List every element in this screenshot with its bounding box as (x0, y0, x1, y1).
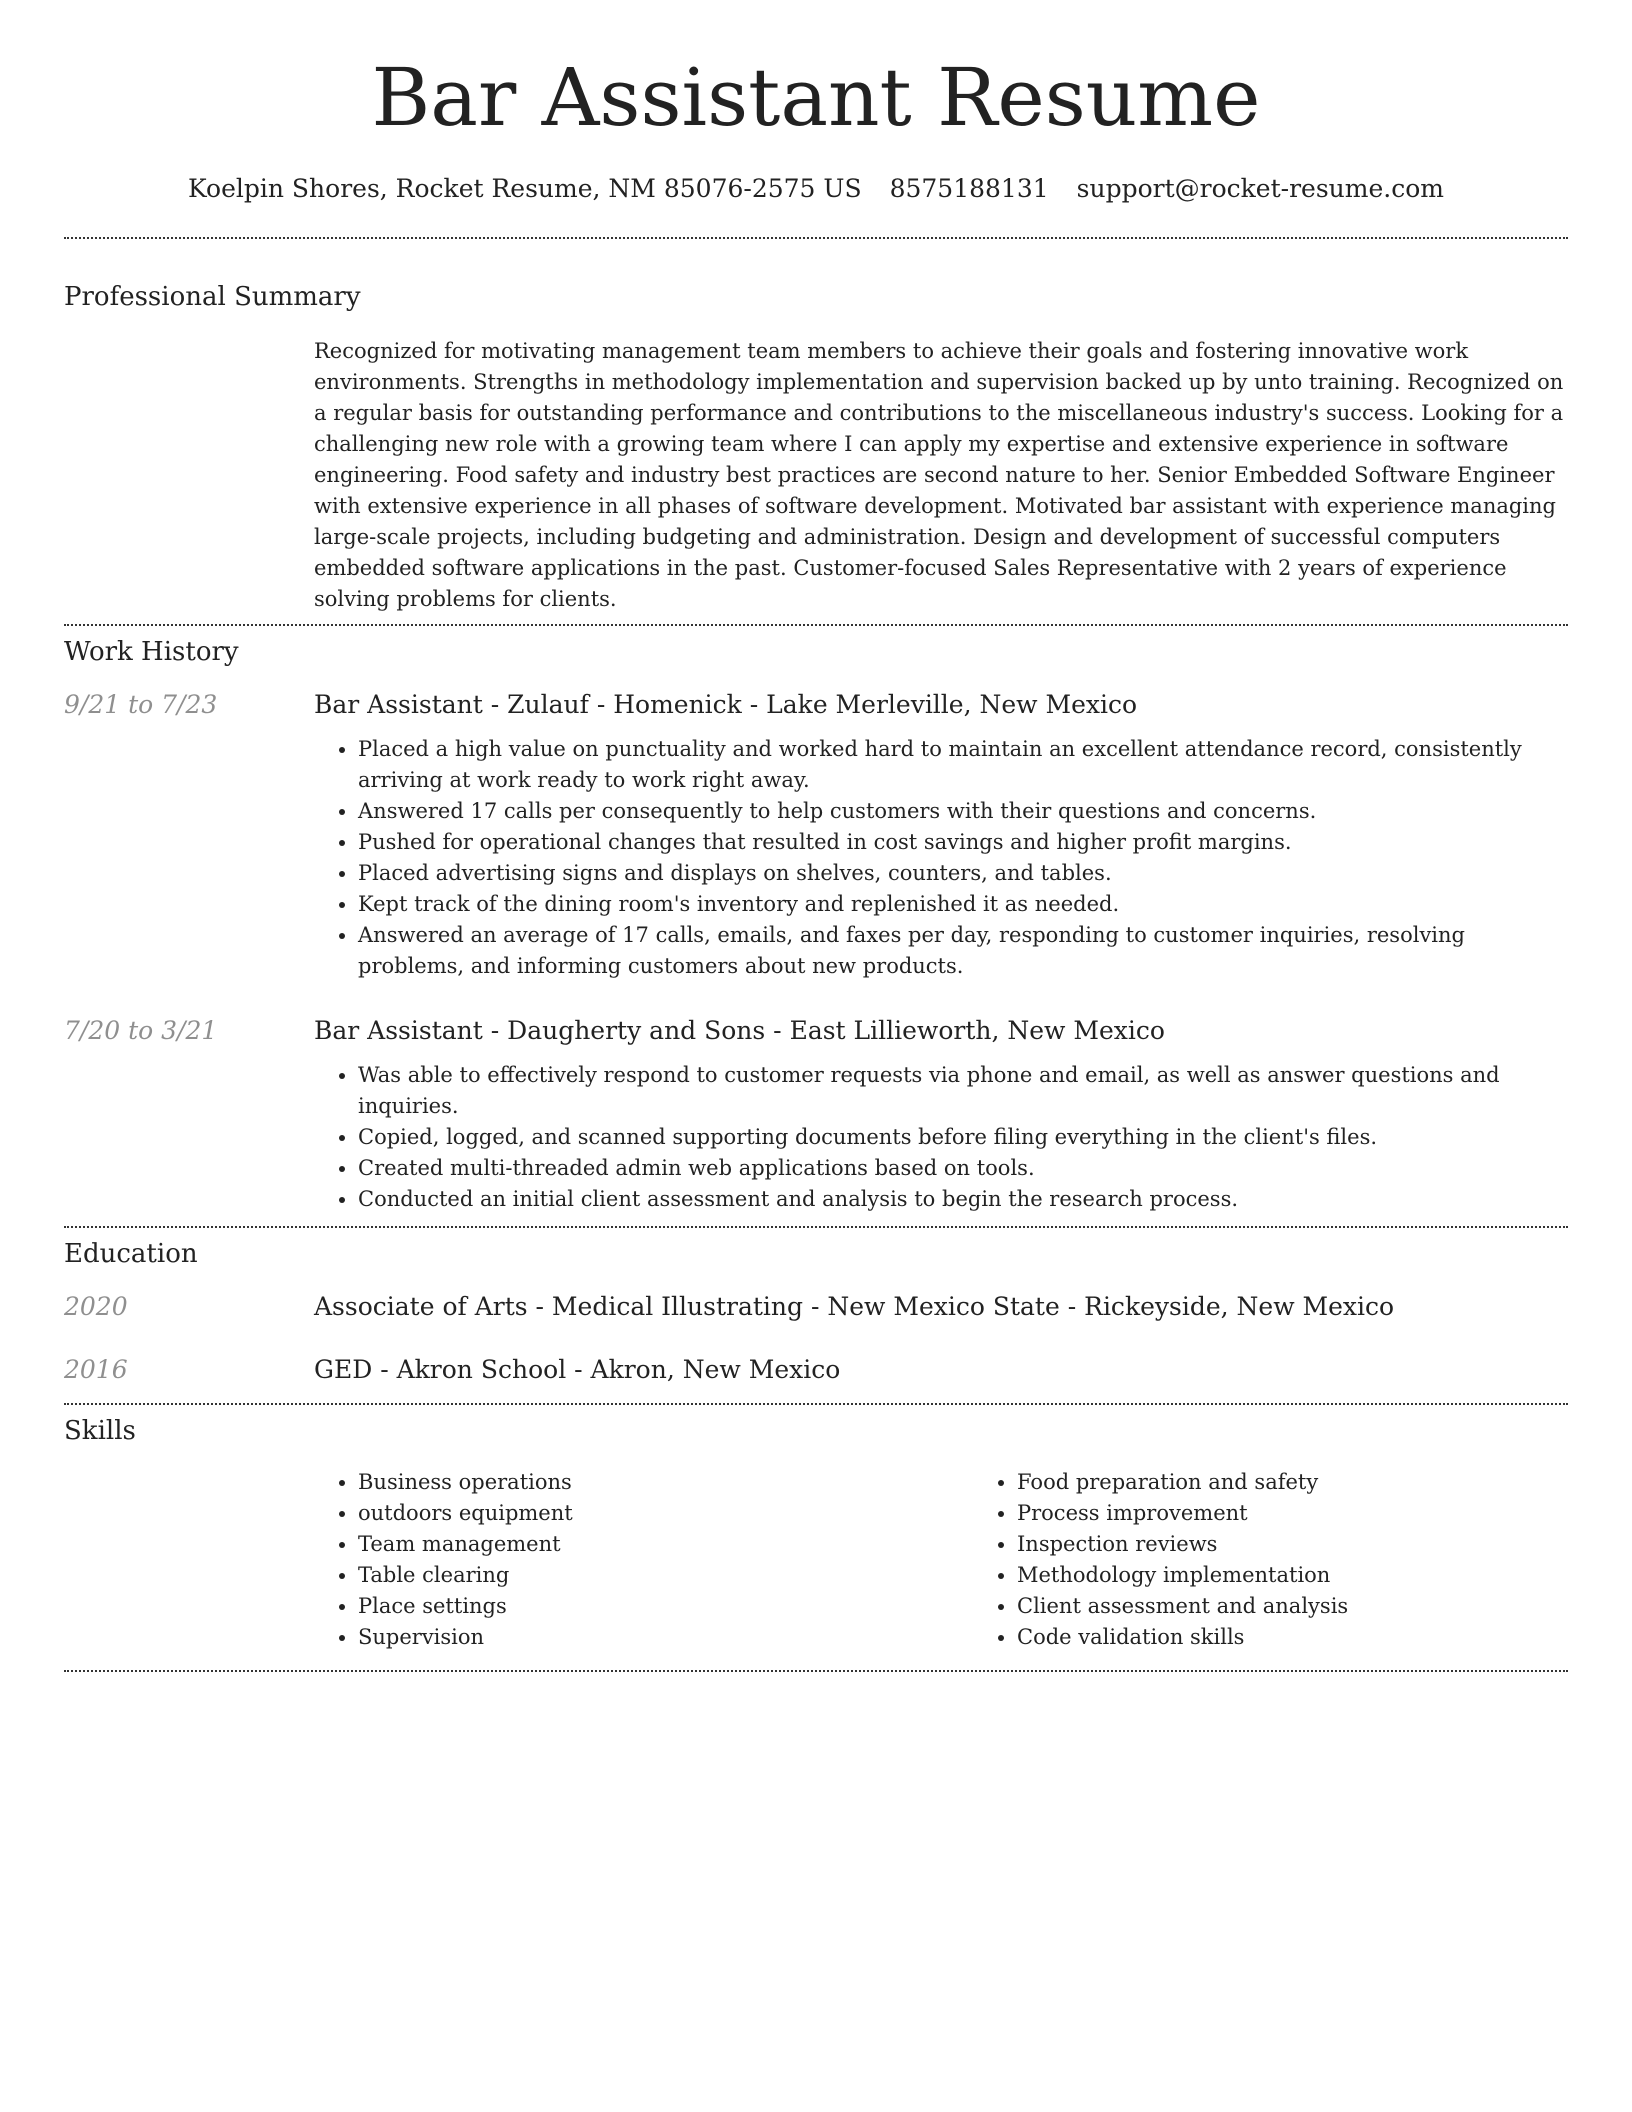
job-bullet: • Was able to effectively respond to customer requests via phone and email, as well as answer questions and inquiries. (358, 1060, 1568, 1122)
skill-item: • Methodology implementation (1017, 1560, 1632, 1591)
job-dates: 9/21 to 7/23 (64, 690, 218, 719)
job-dates: 7/20 to 3/21 (64, 1016, 218, 1045)
skill-item: • Code validation skills (1017, 1622, 1632, 1653)
job-bullet: • Placed a high value on punctuality and worked hard to maintain an excellent attendance record, consistently arriving at work ready to work right away. (358, 734, 1568, 796)
resume-title: Bar Assistant Resume (371, 51, 1261, 144)
skill-item: • Process improvement (1017, 1498, 1632, 1529)
contact-phone: 8575188131 (889, 174, 1049, 203)
skill-item: • Business operations (358, 1467, 973, 1498)
skill-item: • Supervision (358, 1622, 973, 1653)
education-degree: GED - Akron School - Akron, New Mexico (314, 1355, 841, 1384)
resume-page (64, 0, 1568, 1672)
divider (64, 237, 1568, 239)
job-bullet: • Conducted an initial client assessment and analysis to begin the research process. (358, 1184, 1568, 1215)
job-bullet: • Answered an average of 17 calls, emails, and faxes per day, responding to customer inquiries, resolving problems, and informing customers about new products. (358, 920, 1568, 982)
contact-address: Koelpin Shores, Rocket Resume, NM 85076-2575 US (188, 174, 862, 203)
job-entry (64, 690, 1568, 982)
skill-item: • outdoors equipment (358, 1498, 973, 1529)
job-bullets (314, 1060, 1568, 1215)
section-title-work-history: Work History (64, 637, 239, 667)
job-bullet: • Copied, logged, and scanned supporting documents before filing everything in the client's files. (358, 1122, 1568, 1153)
section-title-education: Education (64, 1239, 198, 1269)
section-title-summary: Professional Summary (64, 282, 361, 312)
divider (64, 1403, 1568, 1405)
skills-list-right (973, 1467, 1632, 1653)
contact-email: support@rocket-resume.com (1076, 174, 1444, 203)
divider (64, 1670, 1568, 1672)
job-bullet: • Kept track of the dining room's inventory and replenished it as needed. (358, 889, 1568, 920)
skill-item: • Team management (358, 1529, 973, 1560)
education-degree: Associate of Arts - Medical Illustrating - New Mexico State - Rickeyside, New Mexico (314, 1292, 1395, 1321)
education-entry (64, 1355, 1568, 1384)
skill-item: • Table clearing (358, 1560, 973, 1591)
job-bullet: • Placed advertising signs and displays on shelves, counters, and tables. (358, 858, 1568, 889)
job-title: Bar Assistant - Daugherty and Sons - East Lillieworth, New Mexico (314, 1016, 1165, 1045)
job-bullet: • Pushed for operational changes that resulted in cost savings and higher profit margins. (358, 827, 1568, 858)
job-entry (64, 1016, 1568, 1215)
job-bullets (314, 734, 1568, 982)
summary-text: Recognized for motivating management team members to achieve their goals and fostering innovative work environments. Strengths in methodology implementation and supervision backed up by unto training. Recognized on a regular basis for outstanding performance and contributions to the miscellaneous industry's success. Looking for a challenging new role with a growing team where I can apply my expertise and extensive experience in software engineering. Food safety and industry best practices are second nature to her. Senior Embedded Software Engineer with extensive experience in all phases of software development. Motivated bar assistant with experience managing large-scale projects, including budgeting and administration. Design and development of successful computers embedded software applications in the past. Customer-focused Sales Representative with 2 years of experience solving problems for clients. (314, 339, 1564, 611)
job-bullet: • Answered 17 calls per consequently to help customers with their questions and concerns. (358, 796, 1568, 827)
skill-item: • Inspection reviews (1017, 1529, 1632, 1560)
skill-item: • Place settings (358, 1591, 973, 1622)
skills-list-left (314, 1467, 973, 1653)
divider (64, 624, 1568, 626)
job-bullet: • Created multi-threaded admin web applications based on tools. (358, 1153, 1568, 1184)
education-year: 2016 (64, 1355, 128, 1384)
skill-item: • Client assessment and analysis (1017, 1591, 1632, 1622)
education-entry (64, 1292, 1568, 1321)
education-year: 2020 (64, 1292, 128, 1321)
contact-line (64, 174, 1568, 203)
skill-item: • Food preparation and safety (1017, 1467, 1632, 1498)
section-title-skills: Skills (64, 1416, 136, 1446)
job-title: Bar Assistant - Zulauf - Homenick - Lake Merleville, New Mexico (314, 690, 1138, 719)
divider (64, 1226, 1568, 1228)
